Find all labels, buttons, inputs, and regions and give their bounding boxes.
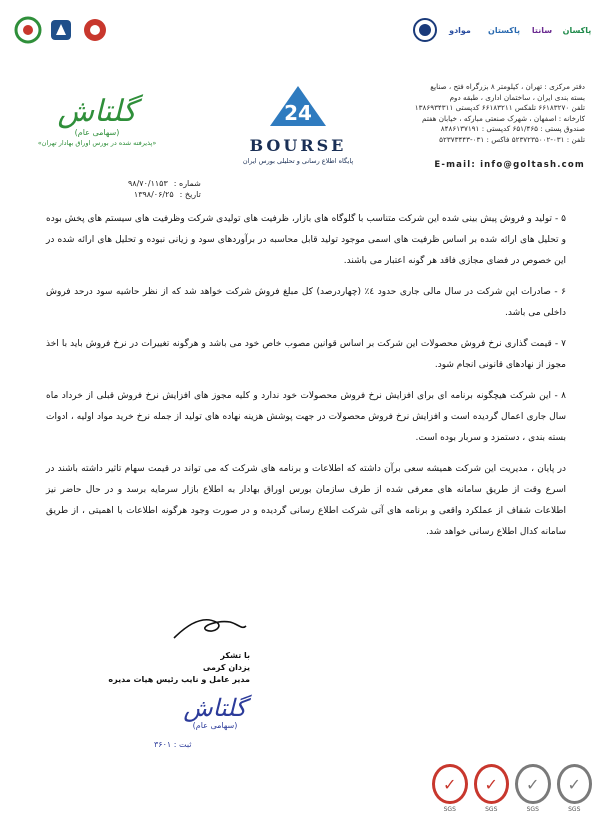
red-emblem-icon [82, 17, 108, 43]
letter-body [46, 209, 566, 553]
stamp-company-type: (سهامی عام) [192, 721, 238, 730]
company-listing-note: «پذیرفته شده در بورس اوراق بهادار تهران» [37, 139, 157, 147]
contact-line: دفتر مرکزی : تهران ، کیلومتر ۸ بزرگراه فتح ، صنایع [430, 82, 585, 91]
svg-text:24: 24 [284, 101, 312, 125]
pakshoo-logo-text: پاکسان [562, 25, 592, 35]
goltash-logo [12, 14, 44, 46]
company-wordmark: گلتاش [57, 94, 137, 129]
company-email: E-mail: info@goltash.com [434, 160, 585, 170]
letter-number-row [128, 178, 201, 189]
rep-logo [44, 14, 78, 46]
letter-number-label: شماره : [173, 179, 201, 188]
bourse-subtitle: پایگاه اطلاع رسانی و تحلیلی بورس ایران [242, 157, 354, 165]
company-logo [22, 96, 172, 166]
sgs-badge [432, 764, 468, 813]
bourse-logo [236, 84, 360, 164]
body-paragraph: در پایان ، مدیریت این شرکت همیشه سعی برآن داشته که اطلاعات و برنامه های شرکت که می تواند در قیمت سهام تاثیر داشته باشند در اسرع وقت از طریق سامانه های معرفی شده از طرف سازمان بورس اوراق بهادار به اطلاع بازار سرمایه برسد و در حال حاضر نیز اطلاعات شفاف از عملکرد واقعی و برنامه های آتی شرکت اطلاع رسانی گردیده و در صورت وجود هرگونه اطلاعات با اهمیتی ، از طریق سامانه کدال اطلاع رسانی خواهد شد. [46, 464, 566, 537]
signatory-title: مدیر عامل و نایب رئیس هیات مدیره [108, 675, 250, 684]
body-paragraph: ۵ - تولید و فروش پیش بینی شده این شرکت متناسب با گلوگاه های بازار، ظرفیت های تولیدی شرکت وظرفیت های سیستم های پخش بوده و تحلیل های ارائه شده بر اساس ظرفیت های اسمی موجود تولید قابل محاسبه در برآوردهای سود و زیانی نبوده و تحلیل های ارائه شده در این خصوص در فضای مجازی فاقد هر گونه اعتبار می باشند. [46, 214, 566, 266]
pakistan-logo-text: پاکستان [488, 25, 520, 35]
saipa-logo-text: سانتا [531, 25, 553, 35]
contact-line: صندوق پستی : ۶۵۱/۴۶۵ کدپستی : ۸۴۸۶۱۳۷۱۹۱ [440, 124, 585, 134]
red-logo [80, 14, 110, 46]
company-contact-block [375, 82, 585, 146]
movaze-logo [440, 14, 480, 46]
pakistan-logo [482, 14, 526, 46]
check-icon: ✓ [484, 774, 498, 794]
company-type: (سهامی عام) [74, 128, 120, 137]
stamp-wordmark: گلتاش [183, 694, 247, 722]
sgs-badge [557, 764, 593, 813]
circle-logo [410, 14, 440, 46]
registration-number: ثبت : ۳۶۰۱ [154, 740, 192, 749]
saipa-logo [526, 14, 558, 46]
pakshoo-logo [558, 14, 596, 46]
body-paragraph: ۷ - قیمت گذاری نرخ فروش محصولات این شرکت بر اساس قوانین مصوب خاص خود می باشد و هرگونه تغییرات در نرخ فروش باید با اخذ مجوز از نهادهای قانونی انجام شود. [46, 339, 566, 370]
seal-emblem-icon [412, 17, 438, 43]
contact-line: تلفن ۶۶۱۸۳۲۷۰ تلفکس ۶۶۱۸۳۲۱۱ کدپستی ۱۳۸۶۹۳۴۳۱۱ [414, 103, 585, 113]
certification-badges [432, 764, 592, 813]
bourse-wordmark: BOURSE [249, 136, 347, 155]
sgs-badge [515, 764, 551, 813]
contact-line: تلفن : ۰۳۱-۵۲۳۷۲۳۵۰۰۲ فاکس : ۰۳۱-۵۲۳۷۳۴۴۳ [439, 134, 585, 144]
body-paragraph: ۶ - صادرات این شرکت در سال مالی جاری حدود ٤٪ (چهاردرصد) کل مبلغ فروش شرکت خواهد شد که از نظر حاشیه سود درحد فروش داخلی می باشد. [46, 287, 566, 318]
movaze-logo-text: موادو [449, 25, 471, 35]
letter-date-value: ۱۳۹۸/۰۶/۲۵ [133, 190, 174, 199]
letter-date-label: تاریخ : [179, 190, 201, 199]
signatory-name: یزدان کرمی [202, 663, 250, 672]
sgs-badge [474, 764, 510, 813]
body-paragraph: ۸ - این شرکت هیچگونه برنامه ای برای افزایش نرخ فروش محصولات خود ندارد و کلیه مجوز های افزایش نرخ فروش قبلی از خرداد ماه سال جاری اعمال گردیده است و افزایش نرخ فروش محصولات در جهت پوشش هزینه نهاده های تولید از جمله نرخ خرید مواد اولیه ، ادوات بسته بندی ، دستمزد و سربار بوده است. [46, 391, 566, 443]
badge-label: SGS [485, 806, 498, 813]
contact-line: بسته بندی ایران ، ساختمان اداری ، طبقه دوم [449, 92, 585, 102]
contact-line: کارخانه : اصفهان ، شهرک صنعتی مبارکه ، خیابان هفتم [422, 113, 585, 123]
letter-meta [128, 178, 201, 200]
badge-label: SGS [443, 806, 456, 813]
letter-number-value: ۹۸/۷۰/۱۱۵۳ [128, 179, 168, 188]
signature-thanks: با تشکر [220, 651, 250, 660]
badge-label: SGS [568, 806, 581, 813]
badge-label: SGS [526, 806, 539, 813]
check-icon: ✓ [443, 774, 457, 794]
check-icon: ✓ [567, 774, 581, 794]
bourse-24-emblem-icon [268, 84, 328, 128]
brand-logos-strip [10, 14, 595, 46]
handwritten-signature-icon [170, 612, 250, 646]
signature-block [108, 612, 250, 692]
check-icon: ✓ [526, 774, 540, 794]
rep-emblem-icon [48, 17, 74, 43]
letter-date-row [128, 189, 201, 200]
goltash-emblem-icon [14, 16, 42, 44]
